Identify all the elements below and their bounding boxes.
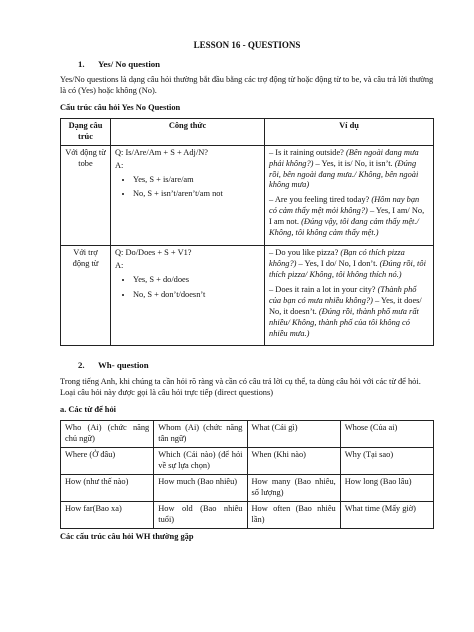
formula-answer-label: A: [115, 261, 124, 271]
word-cell: How far(Bao xa) [61, 501, 154, 528]
wh-structures-heading: Các cấu trúc câu hỏi WH thường gặp [60, 531, 194, 541]
example-1: – Do you like pizza? (Bạn có thích pizza không?) – Yes, I do/ No, I don’t. (Đúng rồi, tôi thích pizza/ Không, tôi không thích nó.) [269, 248, 426, 279]
table-row [61, 420, 434, 447]
formula-answer-yes: • Yes, S + do/does [133, 275, 260, 286]
example-2: – Are you feeling tired today? (Hôm nay bạn có cảm thấy mệt mỏi không?) – Yes, I am/ No, I am not. (Đúng vậy, tôi đang cảm thấy mệt./ Không, tôi không cảm thấy mệt.) [269, 195, 425, 238]
word-cell: When (Khi nào) [247, 447, 340, 474]
word-cell: How (như thế nào) [61, 474, 154, 501]
formula-answer-no: • No, S + don’t/doesn’t [133, 290, 260, 301]
section2-heading [60, 360, 434, 371]
formula-answer-no: • No, S + isn’t/aren’t/am not [133, 189, 260, 200]
row-formula [111, 246, 265, 346]
table-row [61, 145, 434, 245]
section1-intro: Yes/No questions là dạng câu hỏi thường bắt đầu bằng các trợ động từ hoặc động từ to be, và câu trả lời thường là có (Yes) hoặc không (No). [60, 75, 434, 96]
word-cell: What time (Mấy giờ) [340, 501, 433, 528]
row-category: Với động từ tobe [61, 145, 111, 245]
word-cell: How old (Bao nhiêu tuổi) [154, 501, 247, 528]
word-cell: Why (Tại sao) [340, 447, 433, 474]
table-row [61, 501, 434, 528]
header-example: Ví dụ [265, 118, 434, 145]
header-formula: Công thức [111, 118, 265, 145]
yesno-table-caption: Cấu trúc câu hỏi Yes No Question [60, 102, 181, 112]
word-cell: What (Cái gì) [247, 420, 340, 447]
word-cell: Which (Cái nào) (để hỏi về sự lựa chọn) [154, 447, 247, 474]
word-cell: How many (Bao nhiêu, số lượng) [247, 474, 340, 501]
section2-heading-text: Wh- question [98, 360, 149, 371]
row-category: Với trợ động từ [61, 246, 111, 346]
question-words-table [60, 420, 434, 529]
word-cell: Who (Ai) (chức năng chủ ngữ) [61, 420, 154, 447]
table-row [61, 246, 434, 346]
formula-answer-list [115, 275, 260, 301]
question-words-heading: a. Các từ để hỏi [60, 404, 116, 414]
lesson-title: LESSON 16 - QUESTIONS [193, 40, 301, 50]
formula-answer-list [115, 175, 260, 201]
table-row [61, 474, 434, 501]
word-cell: Where (Ở đâu) [61, 447, 154, 474]
row-formula [111, 145, 265, 245]
table-header-row [61, 118, 434, 145]
word-cell: How often (Bao nhiêu lần) [247, 501, 340, 528]
section2-intro: Trong tiếng Anh, khi chúng ta cần hỏi rõ ràng và cần có câu trả lời cụ thể, ta dùng câu hỏi với các từ để hỏi. Loại câu hỏi này được gọi là câu hỏi trực tiếp (direct questions) [60, 376, 421, 397]
section1-number: 1. [78, 58, 85, 69]
word-cell: Whom (Ai) (chức năng tân ngữ) [154, 420, 247, 447]
word-cell: Whose (Của ai) [340, 420, 433, 447]
section1-heading [60, 59, 434, 70]
table-row [61, 447, 434, 474]
word-cell: How long (Bao lâu) [340, 474, 433, 501]
section2-number: 2. [78, 360, 85, 371]
row-examples [265, 145, 434, 245]
row-examples [265, 246, 434, 346]
example-2: – Does it rain a lot in your city? (Thành phố của bạn có mưa nhiều không?) – Yes, it does/ No, it doesn’t. (Đúng rồi, thành phố mưa rất nhiều/ Không, thành phố của tôi không có nhiều mưa.) [269, 284, 422, 338]
formula-answer-label: A: [115, 160, 124, 170]
example-1: – Is it raining outside? (Bên ngoài đang mưa phải không?) – Yes, it is/ No, it isn’t. (Đúng rồi, bên ngoài đang mưa./ Không, bên ngoài không mưa) [269, 147, 419, 190]
formula-question: Q: Is/Are/Am + S + Adj/N? [115, 147, 208, 157]
formula-question: Q: Do/Does + S + V1? [115, 248, 192, 258]
header-category: Dạng câu trúc [61, 118, 111, 145]
section1-heading-text: Yes/ No question [98, 58, 161, 69]
yesno-structure-table [60, 118, 434, 347]
word-cell: How much (Bao nhiêu) [154, 474, 247, 501]
formula-answer-yes: • Yes, S + is/are/am [133, 175, 260, 186]
